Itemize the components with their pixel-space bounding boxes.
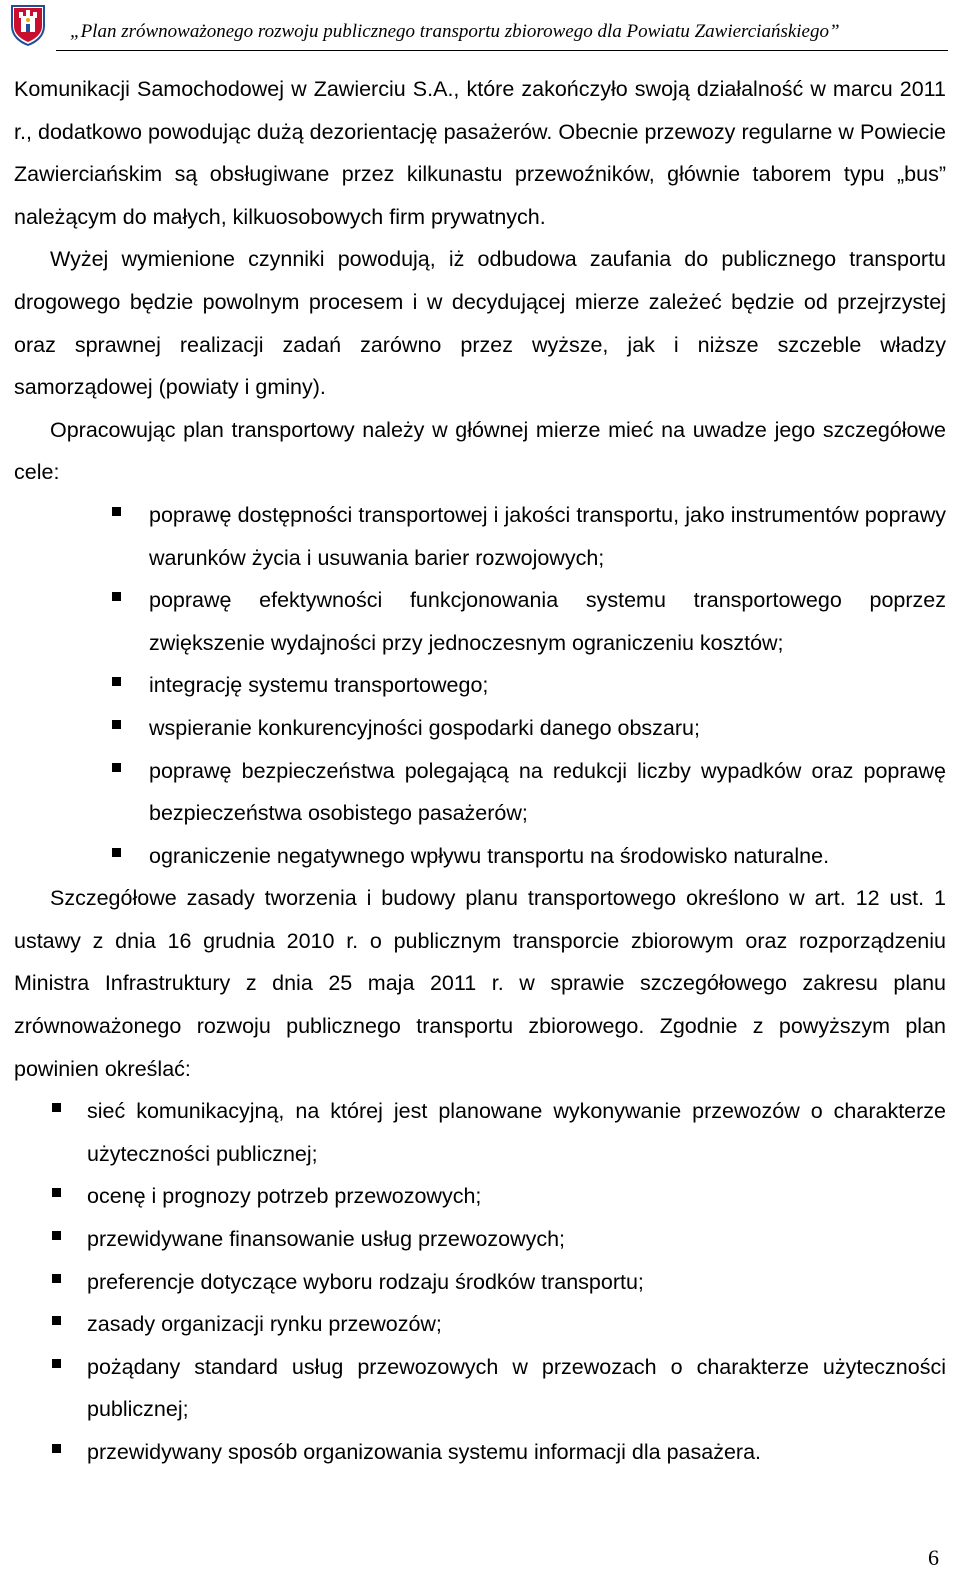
square-bullet-icon <box>112 763 121 772</box>
square-bullet-icon <box>52 1359 61 1368</box>
square-bullet-icon <box>112 677 121 686</box>
page-number: 6 <box>928 1545 939 1570</box>
square-bullet-icon <box>52 1188 61 1197</box>
square-bullet-icon <box>52 1231 61 1240</box>
paragraph-3: Opracowując plan transportowy należy w głównej mierze mieć na uwadze jego szczegółowe cele: <box>14 417 946 485</box>
list-item: sieć komunikacyjną, na której jest planowane wykonywanie przewozów o charakterze użyteczności publicznej; <box>14 1090 946 1175</box>
page-header <box>0 0 960 52</box>
page-content <box>14 68 946 1474</box>
square-bullet-icon <box>52 1274 61 1283</box>
header-divider <box>56 50 948 51</box>
square-bullet-icon <box>52 1444 61 1453</box>
list-item: ocenę i prognozy potrzeb przewozowych; <box>14 1175 946 1218</box>
square-bullet-icon <box>112 720 121 729</box>
paragraph-1: Komunikacji Samochodowej w Zawierciu S.A., które zakończyło swoją działalność w marcu 2011 r., dodatkowo powodując dużą dezorientację pasażerów. Obecnie przewozy regularne w Powiecie Zawierciańskim są obsługiwane przez kilkunastu przewoźników, głównie taborem typu „bus” należącym do małych, kilkuosobowych firm prywatnych. <box>14 77 946 229</box>
document-title: „Plan zrównoważonego rozwoju publicznego transportu zbiorowego dla Powiatu Zawierciańskiego” <box>70 21 840 42</box>
square-bullet-icon <box>52 1316 61 1325</box>
list-item: ograniczenie negatywnego wpływu transportu na środowisko naturalne. <box>14 835 946 878</box>
list-item: poprawę efektywności funkcjonowania systemu transportowego poprzez zwiększenie wydajności przy jednoczesnym ograniczeniu kosztów; <box>14 579 946 664</box>
list-item: przewidywane finansowanie usług przewozowych; <box>14 1218 946 1261</box>
list-item: przewidywany sposób organizowania systemu informacji dla pasażera. <box>14 1431 946 1474</box>
square-bullet-icon <box>52 1103 61 1112</box>
square-bullet-icon <box>112 848 121 857</box>
list-item: preferencje dotyczące wyboru rodzaju środków transportu; <box>14 1261 946 1304</box>
paragraph-4: Szczegółowe zasady tworzenia i budowy planu transportowego określono w art. 12 ust. 1 ustawy z dnia 16 grudnia 2010 r. o publicznym transporcie zbiorowym oraz rozporządzeniu Ministra Infrastruktury z dnia 25 maja 2011 r. w sprawie szczegółowego zakresu planu zrównoważonego rozwoju publicznego transportu zbiorowego. Zgodnie z powyższym plan powinien określać: <box>14 886 946 1081</box>
list-item: poprawę dostępności transportowej i jakości transportu, jako instrumentów poprawy warunków życia i usuwania barier rozwojowych; <box>14 494 946 579</box>
list-item: wspieranie konkurencyjności gospodarki danego obszaru; <box>14 707 946 750</box>
square-bullet-icon <box>112 592 121 601</box>
list-item: zasady organizacji rynku przewozów; <box>14 1303 946 1346</box>
list-item: integrację systemu transportowego; <box>14 664 946 707</box>
coat-of-arms-icon <box>10 4 46 46</box>
paragraph-2: Wyżej wymienione czynniki powodują, iż odbudowa zaufania do publicznego transportu drogowego będzie powolnym procesem i w decydującej mierze zależeć będzie od przejrzystej oraz sprawnej realizacji zadań zarówno przez wyższe, jak i niższe szczeble władzy samorządowej (powiaty i gminy). <box>14 247 946 400</box>
goals-list <box>14 494 946 877</box>
list-item: poprawę bezpieczeństwa polegającą na redukcji liczby wypadków oraz poprawę bezpieczeństwa osobistego pasażerów; <box>14 750 946 835</box>
plan-contents-list <box>14 1090 946 1473</box>
square-bullet-icon <box>112 507 121 516</box>
list-item: pożądany standard usług przewozowych w przewozach o charakterze użyteczności publicznej; <box>14 1346 946 1431</box>
